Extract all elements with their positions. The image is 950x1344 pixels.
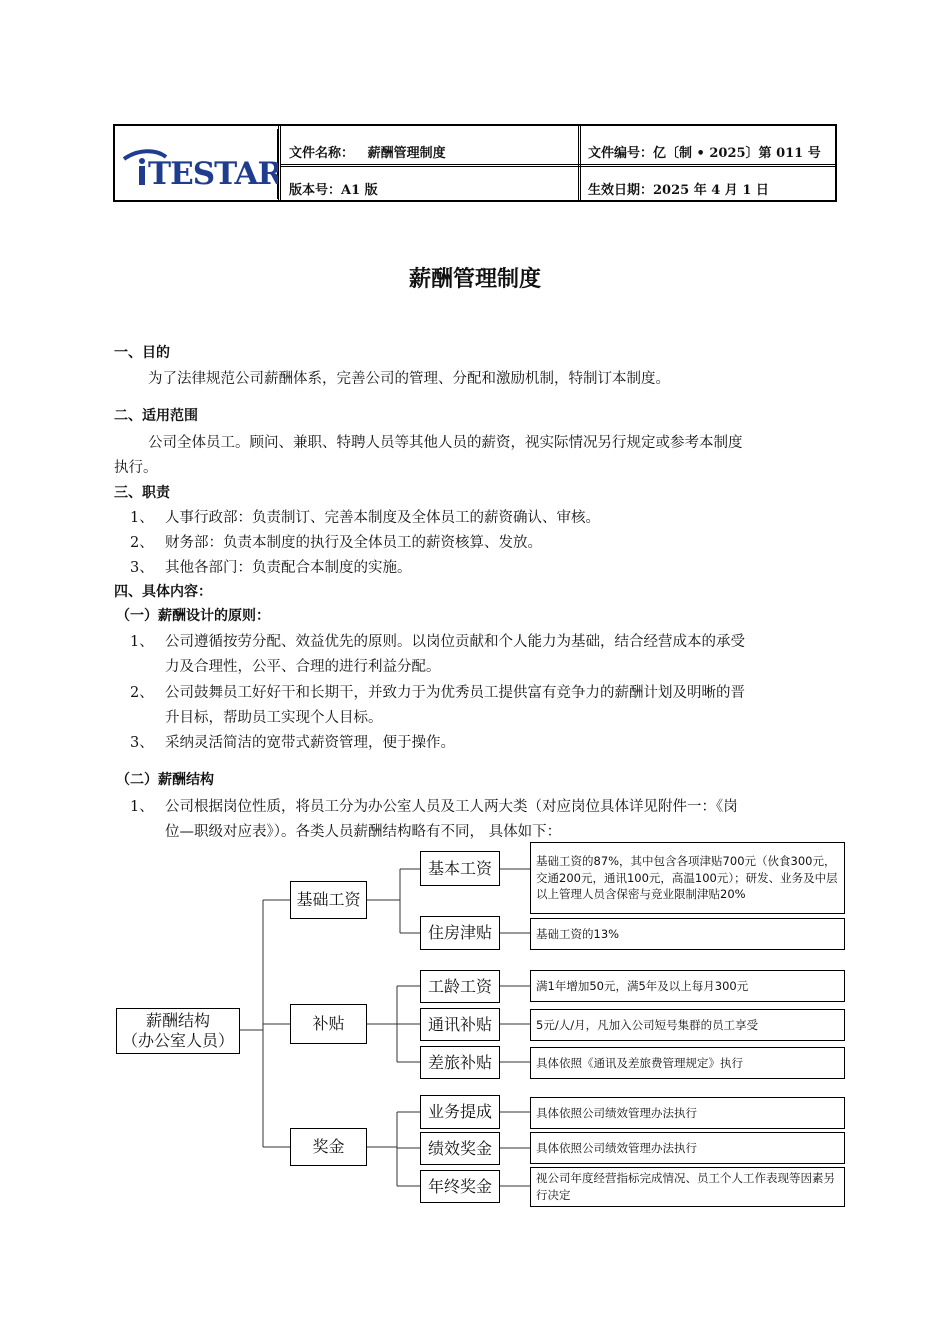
- diagram-item-node: 住房津贴: [420, 916, 500, 950]
- root-label-line2: （办公室人员）: [121, 1031, 234, 1050]
- list-item-number: 1、: [130, 634, 154, 650]
- list-item: 人事行政部：负责制订、完善本制度及全体员工的薪资确认、审核。: [165, 510, 600, 526]
- list-item-line: 公司根据岗位性质，将员工分为办公室人员及工人两大类（对应岗位具体详见附件一：《岗: [165, 799, 738, 815]
- document-title: 薪酬管理制度: [408, 267, 541, 292]
- diagram-item-node: 工龄工资: [420, 970, 500, 1003]
- effective-date: 生效日期：2025 年 4 月 1 日: [588, 183, 769, 198]
- version-number: 版本号：A1 版: [289, 183, 378, 198]
- diagram-item-node: 绩效奖金: [420, 1132, 500, 1165]
- diagram-description-box: 基础工资的87%，其中包含各项津贴700元（伙食300元，交通200元，通讯100元，高温100元）；研发、业务及中层以上管理人员含保密与竞业限制津贴20%: [530, 842, 845, 914]
- doc-name-value: 薪酬管理制度: [367, 146, 446, 161]
- root-label-line1: 薪酬结构: [145, 1011, 210, 1030]
- section-text-scope-line2: 执行。: [114, 460, 158, 476]
- diagram-description-box: 5元/人/月，凡加入公司短号集群的员工享受: [530, 1009, 845, 1041]
- section-heading-content: 四、具体内容：: [114, 584, 212, 600]
- diagram-description-box: 具体依照《通讯及差旅费管理规定》执行: [530, 1047, 845, 1079]
- subsection-heading-principles: （一）薪酬设计的原则：: [116, 608, 270, 624]
- diagram-description-box: 具体依照公司绩效管理办法执行: [530, 1097, 845, 1129]
- list-item-line: 力及合理性，公平、合理的进行利益分配。: [165, 659, 441, 675]
- doc-number: 文件编号：亿〔制 • 2025〕第 011 号: [588, 146, 821, 161]
- list-item-line: 公司遵循按劳分配、效益优先的原则。以岗位贡献和个人能力为基础，结合经营成本的承受: [165, 634, 745, 650]
- diagram-item-node: 年终奖金: [420, 1170, 500, 1203]
- list-item-number: 1、: [130, 799, 154, 815]
- diagram-group-node: 奖金: [290, 1128, 367, 1166]
- section-text-purpose: 为了法律规范公司薪酬体系，完善公司的管理、分配和激励机制，特制订本制度。: [148, 371, 670, 387]
- diagram-description-box: 具体依照公司绩效管理办法执行: [530, 1132, 845, 1164]
- list-item-line: 采纳灵活简洁的宽带式薪资管理，便于操作。: [165, 735, 455, 751]
- list-item-number: 3、: [130, 735, 154, 751]
- list-item: 财务部：负责本制度的执行及全体员工的薪资核算、发放。: [165, 535, 542, 551]
- section-heading-scope: 二、适用范围: [114, 408, 198, 424]
- section-text-scope-line1: 公司全体员工。顾问、兼职、特聘人员等其他人员的薪资，视实际情况另行规定或参考本制度: [148, 435, 743, 451]
- diagram-item-node: 基本工资: [420, 851, 500, 886]
- list-item-number: 1、: [130, 510, 154, 526]
- list-item-line: 公司鼓舞员工好好干和长期干，并致力于为优秀员工提供富有竞争力的薪酬计划及明晰的晋: [165, 685, 745, 701]
- svg-text:TESTAR: TESTAR: [148, 156, 278, 192]
- list-item-line: 位—职级对应表》）。各类人员薪酬结构略有不同， 具体如下：: [165, 824, 562, 840]
- diagram-description-box: 基础工资的13%: [530, 918, 845, 950]
- diagram-root-node: [116, 1008, 240, 1054]
- doc-name-label: 文件名称：: [289, 146, 355, 161]
- list-item-number: 3、: [130, 560, 154, 576]
- diagram-description-box: 满1年增加50元，满5年及以上每月300元: [530, 970, 845, 1002]
- diagram-group-node: 补贴: [290, 1004, 367, 1044]
- subsection-heading-structure: （二）薪酬结构: [116, 772, 214, 788]
- diagram-group-node: 基础工资: [290, 881, 367, 919]
- section-heading-purpose: 一、目的: [114, 345, 170, 361]
- diagram-item-node: 差旅补贴: [420, 1046, 500, 1079]
- list-item: 其他各部门：负责配合本制度的实施。: [165, 560, 412, 576]
- diagram-item-node: 通讯补贴: [420, 1008, 500, 1041]
- diagram-item-node: 业务提成: [420, 1095, 500, 1129]
- list-item-number: 2、: [130, 685, 154, 701]
- section-heading-duties: 三、职责: [114, 485, 170, 501]
- diagram-description-box: 视公司年度经营指标完成情况、员工个人工作表现等因素另行决定: [530, 1167, 845, 1207]
- list-item-number: 2、: [130, 535, 154, 551]
- list-item-line: 升目标，帮助员工实现个人目标。: [165, 710, 383, 726]
